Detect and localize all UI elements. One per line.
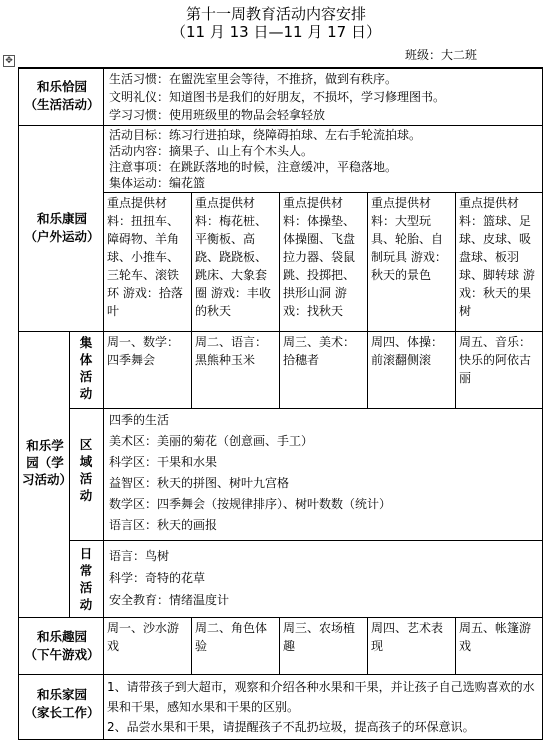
area-activity-line: 益智区：秋天的拼图、树叶九宫格 bbox=[109, 476, 290, 490]
home-work-line: 1、请带孩子到大超市，观察和介绍各种水果和干果，并让孩子自己选购喜欢的水果和干果，感知水果和干果的区别。 bbox=[107, 680, 535, 714]
col-line bbox=[367, 331, 368, 408]
move-cross-icon[interactable]: ✥ bbox=[3, 55, 15, 67]
row-line bbox=[69, 540, 542, 541]
row-line bbox=[69, 408, 542, 409]
outdoor-line: 活动内容：摘果子、山上有个木头人。 bbox=[109, 144, 314, 158]
col-line bbox=[455, 617, 456, 674]
group-activity-cell: 周三、美术：拾穗者 bbox=[283, 335, 356, 367]
area-activity-line: 四季的生活 bbox=[109, 413, 170, 427]
document-title: 第十一周教育活动内容安排 bbox=[185, 5, 366, 23]
afternoon-game-cell: 周一、沙水游戏 bbox=[107, 621, 180, 653]
daily-activity-line: 语言：鸟树 bbox=[109, 549, 170, 563]
life-line: 学习习惯：使用班级里的物品会轻拿轻放 bbox=[109, 108, 326, 122]
material-cell: 重点提供材料：体操垫、体操圈、飞盘 拉力器、袋鼠跳、投掷把、拱形山洞 游戏：找秋天 bbox=[283, 196, 356, 318]
area-activity-line: 美术区：美丽的菊花（创意画、手工） bbox=[109, 434, 314, 448]
row-line bbox=[19, 125, 542, 126]
area-activity-line: 语言区：秋天的画报 bbox=[109, 518, 218, 532]
group-activity-cell: 周一、数学：四季舞会 bbox=[107, 335, 180, 367]
afternoon-game-cell: 周二、角色体验 bbox=[195, 621, 268, 653]
row-line bbox=[19, 674, 542, 675]
afternoon-game-cell: 周四、艺术表现 bbox=[371, 621, 444, 653]
col-line bbox=[103, 68, 104, 739]
class-label: 班级：大二班 bbox=[405, 48, 478, 62]
home-work-line: 2、品尝水果和干果，请提醒孩子不乱扔垃圾，提高孩子的环保意识。 bbox=[107, 720, 475, 734]
daily-activity-line: 安全教育：情绪温度计 bbox=[109, 593, 230, 607]
group-activity-cell: 周四、体操：前滚翻侧滚 bbox=[371, 335, 444, 367]
outdoor-section-header: 和乐康园 （户外运动） bbox=[24, 211, 100, 244]
afternoon-game-cell: 周三、农场植趣 bbox=[283, 621, 356, 653]
row-line bbox=[19, 331, 542, 332]
col-line bbox=[279, 192, 280, 331]
life-section-header: 和乐恰园 （生活活动） bbox=[24, 79, 100, 112]
col-line bbox=[191, 617, 192, 674]
col-line bbox=[455, 331, 456, 408]
group-activity-cell: 周五、音乐：快乐的阿依古丽 bbox=[459, 335, 532, 385]
material-cell: 重点提供材料：扭扭车、障碍物、羊角球、小推车、三轮车、滚铁环 游戏：拾落叶 bbox=[107, 196, 183, 318]
col-line bbox=[191, 331, 192, 408]
afternoon-game-cell: 周五、帐篷游戏 bbox=[459, 621, 532, 653]
col-line bbox=[367, 192, 368, 331]
group-activity-label: 集体活动 bbox=[79, 335, 93, 401]
material-cell: 重点提供材料：大型玩具、轮胎、自制玩具 游戏：秋天的景色 bbox=[371, 196, 447, 282]
col-line bbox=[455, 192, 456, 331]
life-line: 生活习惯：在盥洗室里会等待，不推挤，做到有秩序。 bbox=[109, 72, 398, 86]
row-line bbox=[19, 617, 542, 618]
home-work-text bbox=[107, 677, 541, 737]
material-cell: 重点提供材料：篮球、足球、皮球、吸盘球、板羽球、脚转球 游戏：秋天的果树 bbox=[459, 196, 535, 318]
afternoon-section-header: 和乐趣园 （下午游戏） bbox=[24, 629, 100, 662]
area-activity-label: 区域活动 bbox=[79, 437, 93, 503]
outdoor-line: 集体运动：编花篮 bbox=[109, 176, 206, 190]
life-line: 文明礼仪：知道图书是我们的好朋友，不损坏，学习修理图书。 bbox=[109, 90, 446, 104]
col-line bbox=[279, 617, 280, 674]
row-line bbox=[19, 68, 542, 69]
col-line bbox=[191, 192, 192, 331]
outdoor-line: 活动目标：练习行进拍球，绕障碍拍球、左右手轮流拍球。 bbox=[109, 128, 422, 142]
daily-activity-label: 日常活动 bbox=[79, 546, 93, 612]
col-line bbox=[279, 331, 280, 408]
schedule-table bbox=[18, 67, 543, 740]
col-line bbox=[367, 617, 368, 674]
outdoor-line: 注意事项：在跳跃落地的时候，注意缓冲，平稳落地。 bbox=[109, 160, 398, 174]
study-section-header: 和乐学园（学习活动） bbox=[22, 438, 73, 487]
material-cell: 重点提供材料：梅花桩、平衡板、高跷、跷跷板、跳床、大象套圈 游戏：丰收的秋天 bbox=[195, 196, 271, 318]
group-activity-cell: 周二、语言：黑熊种玉米 bbox=[195, 335, 268, 367]
home-section-header: 和乐家园 （家长工作） bbox=[24, 687, 100, 720]
area-activity-line: 科学区：干果和水果 bbox=[109, 455, 218, 469]
daily-activity-line: 科学：奇特的花草 bbox=[109, 571, 206, 585]
area-activity-line: 数学区：四季舞会（按规律排序）、树叶数数（统计） bbox=[109, 497, 392, 511]
document-subtitle: （11 月 13 日—11 月 17 日） bbox=[171, 23, 381, 41]
